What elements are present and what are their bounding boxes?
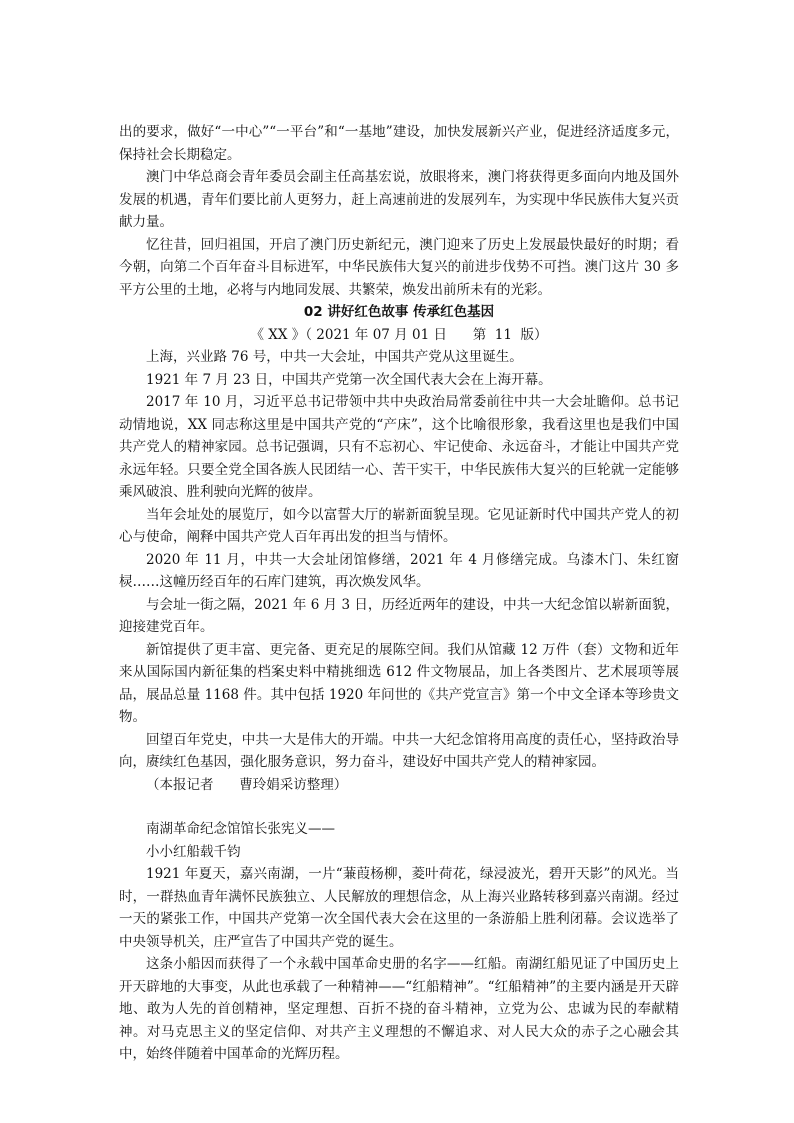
paragraph: 忆往昔，回归祖国，开启了澳门历史新纪元，澳门迎来了历史上发展最快最好的时期；看今朝，向第二个百年奋斗目标进军，中华民族伟大复兴的前进步伐势不可挡。澳门这片 30 多平方公里的土地，必将与内地同发展、共繁荣，焕发出前所未有的光彩。 bbox=[119, 236, 679, 298]
paragraph: 1921 年夏天，嘉兴南湖，一片“蒹葭杨柳，菱叶荷花，绿浸波光，碧开天影”的风光。当时，一群热血青年满怀民族独立、人民解放的理想信念，从上海兴业路转移到嘉兴南湖。经过一天的紧张工作，中国共产党第一次全国代表大会在这里的一条游船上胜利闭幕。会议选举了中央领导机关，庄严宣告了中国共产党的诞生。 bbox=[119, 866, 679, 950]
paragraph: 回望百年党史，中共一大是伟大的开端。中共一大纪念馆将用高度的责任心，坚持政治导向，赓续红色基因，强化服务意识，努力奋斗，建设好中国共产党人的精神家园。 bbox=[119, 731, 679, 770]
paragraph: 当年会址处的展览厅，如今以富誓大厅的崭新面貌呈现。它见证新时代中国共产党人的初心与使命，阐释中国共产党人百年再出发的担当与情怀。 bbox=[119, 506, 679, 545]
section-heading: 02 讲好红色故事 传承红色基因 bbox=[303, 304, 495, 320]
article-source bbox=[119, 324, 679, 347]
paragraph: 与会址一街之隔，2021 年 6 月 3 日，历经近两年的建设，中共一大纪念馆以崭新面貌，迎接建党百年。 bbox=[119, 596, 679, 635]
paragraph: 新馆提供了更丰富、更完备、更充足的展陈空间。我们从馆藏 12 万件（套）文物和近年来从国际国内新征集的档案史料中精挑细选 612 件文物展品，加上各类图片、艺术展项等展品，展品总量 1168 件。其中包括 1920 年问世的《共产党宣言》第一个中文全译本等珍贵文物。 bbox=[119, 641, 679, 725]
interview-title: 小小红船载千钧 bbox=[146, 843, 241, 860]
article-source-text: 《 XX 》（ 2021 年 07 月 01 日 第 11 版） bbox=[250, 326, 548, 343]
reporter-credit bbox=[119, 774, 679, 797]
paragraph: 上海，兴业路 76 号，中共一大会址，中国共产党从这里诞生。 bbox=[146, 349, 523, 365]
paragraph: 2017 年 10 月，习近平总书记带领中共中央政治局常委前往中共一大会址瞻仰。总书记动情地说，XX 同志称这里是中国共产党的“产床”，这个比喻很形象，我看这里也是我们中国共产党人的精神家园。总书记强调，只有不忘初心、牢记使命、永远奋斗，才能让中国共产党永远年轻。只要全党全国各族人民团结一心、苦干实干，中华民族伟大复兴的巨轮就一定能够乘风破浪、胜利驶向光辉的彼岸。 bbox=[119, 394, 679, 500]
paragraph-continued: 出的要求，做好“一中心”“一平台”和“一基地”建设，加快发展新兴产业，促进经济适度多元，保持社会长期稳定。 bbox=[119, 124, 679, 163]
paragraph: 1921 年 7 月 23 日，中国共产党第一次全国代表大会在上海开幕。 bbox=[146, 371, 552, 388]
paragraph: 2020 年 11 月，中共一大会址闭馆修缮，2021 年 4 月修缮完成。乌漆木门、朱红窗棂……这幢历经百年的石库门建筑，再次焕发风华。 bbox=[119, 551, 679, 590]
section-spacer bbox=[119, 796, 679, 818]
document-page bbox=[119, 121, 679, 1066]
paragraph: 澳门中华总商会青年委员会副主任高基宏说，放眼将来，澳门将获得更多面向内地及国外发展的机遇，青年们要比前人更努力，赶上高速前进的发展列车，为实现中华民族伟大复兴贡献力量。 bbox=[119, 169, 679, 230]
interview-subject: 南湖革命纪念馆馆长张宪义—— bbox=[146, 821, 335, 837]
paragraph: 这条小船因而获得了一个永载中国革命史册的名字——红船。南湖红船见证了中国历史上开天辟地的大事变，从此也承载了一种精神——“红船精神”。“红船精神”的主要内涵是开天辟地、敢为人先的首创精神，坚定理想、百折不挠的奋斗精神，立党为公、忠诚为民的奉献精神。对马克思主义的坚定信仰、对共产主义理想的不懈追求、对人民大众的赤子之心融会其中，始终伴随着中国革命的光辉历程。 bbox=[119, 956, 679, 1062]
reporter-credit-text: （本报记者 曹玲娟采访整理） bbox=[146, 776, 348, 793]
